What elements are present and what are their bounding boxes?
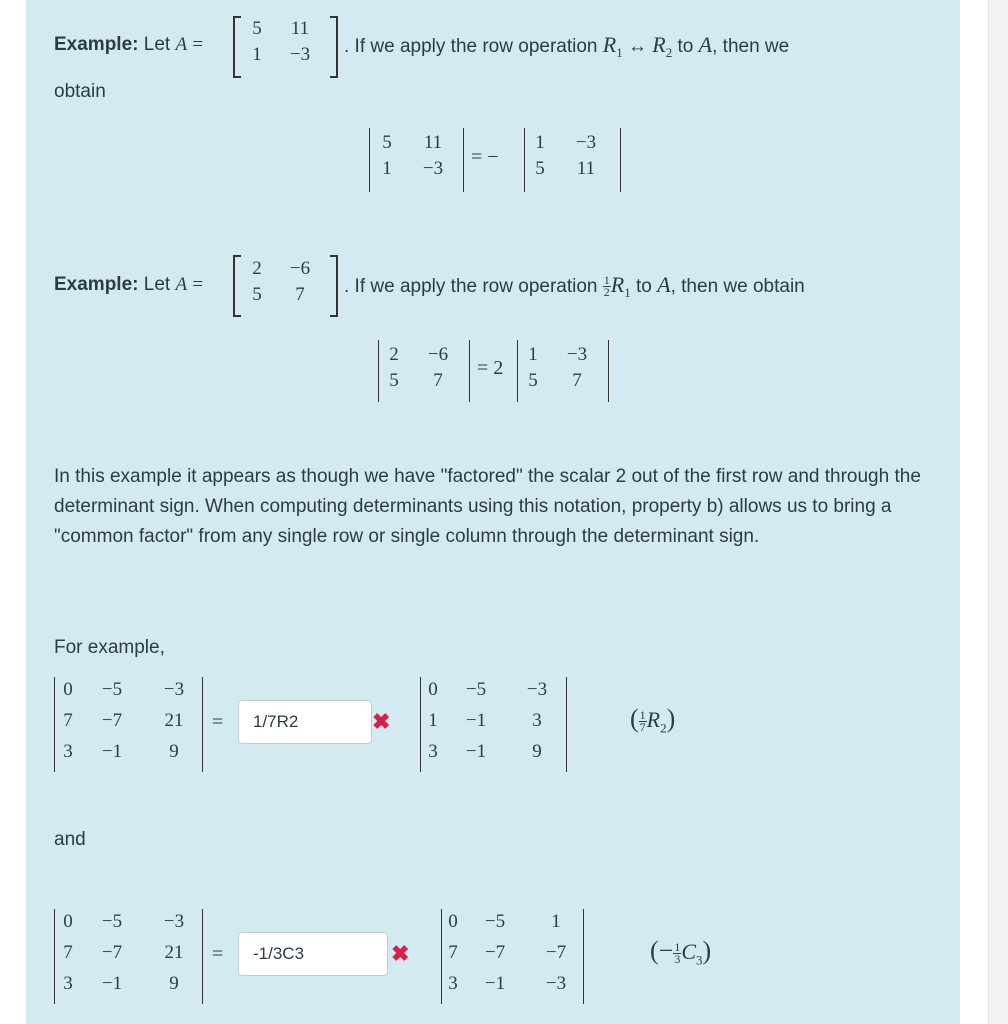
example2-op-r: R — [610, 272, 625, 297]
example1-op-sub2: 2 — [665, 44, 673, 60]
det-cell: 9 — [169, 973, 179, 994]
example1-let: Let — [143, 34, 171, 55]
det-cell: 5 — [528, 370, 538, 391]
example1-op-arrow: ↔ — [628, 36, 647, 57]
annotation-fraction — [639, 710, 647, 733]
matrix-cell: 11 — [290, 18, 310, 39]
matrix-cell: 1 — [252, 44, 262, 65]
det-bar — [524, 128, 525, 192]
example2-label-line — [54, 270, 203, 300]
det-cell: 1 — [382, 158, 392, 179]
example1-det-left — [372, 130, 464, 182]
det-bar — [202, 909, 203, 1004]
det-cell: 5 — [535, 158, 545, 179]
example2-det-sign: = 2 — [477, 357, 504, 379]
example1-op-var: A — [698, 32, 713, 57]
det-cell: 0 — [448, 911, 458, 932]
example1-sentence-text: . If we apply the row operation — [344, 36, 598, 57]
problem2-operation-annotation — [650, 936, 711, 968]
example2-to: to — [636, 276, 652, 297]
example2-op-var: A — [657, 272, 671, 297]
det-bar — [469, 340, 470, 402]
fraction-denominator: 7 — [639, 720, 646, 735]
det-bar — [463, 128, 464, 192]
annotation-r: R — [646, 707, 661, 732]
incorrect-x-icon: ✖ — [391, 941, 410, 966]
det-cell: 0 — [63, 911, 73, 932]
det-cell: −5 — [465, 679, 487, 700]
example2-matrix-right-bracket — [330, 255, 338, 317]
det-cell: −3 — [566, 344, 588, 365]
example1-sentence — [344, 30, 789, 68]
example1-obtain: obtain — [54, 81, 106, 102]
det-cell: 0 — [428, 679, 438, 700]
problem1-det-left — [56, 677, 204, 765]
det-cell: −1 — [465, 710, 487, 731]
matrix-cell: 5 — [252, 284, 262, 305]
example1-det-sign: = − — [471, 146, 499, 168]
det-cell: 21 — [164, 710, 184, 731]
det-cell: 7 — [63, 710, 73, 731]
det-cell: 21 — [164, 942, 184, 963]
det-cell: −3 — [545, 973, 567, 994]
det-cell: 3 — [448, 973, 458, 994]
det-cell: −3 — [163, 911, 185, 932]
det-cell: −3 — [575, 132, 597, 153]
example1-then: , then we — [712, 36, 790, 57]
det-cell: 7 — [448, 942, 458, 963]
fraction-denominator: 3 — [674, 952, 681, 967]
det-bar — [620, 128, 621, 192]
det-cell: −3 — [163, 679, 185, 700]
det-bar — [566, 677, 567, 772]
det-cell: −5 — [101, 679, 123, 700]
det-bar — [583, 909, 584, 1004]
det-bar — [54, 677, 55, 772]
det-cell: −3 — [422, 158, 444, 179]
annotation-close: ) — [702, 936, 712, 965]
det-cell: 3 — [63, 973, 73, 994]
problem2-det-left — [56, 909, 204, 997]
example2-eq: = — [192, 274, 204, 295]
example2-op-fraction — [603, 275, 611, 298]
example2-sentence — [344, 270, 805, 308]
matrix-cell: 5 — [252, 18, 262, 39]
example2-op-sub: 1 — [624, 284, 631, 300]
problem1-answer-input[interactable]: 1/7R2 — [238, 700, 372, 744]
fraction-numerator: 1 — [639, 708, 646, 723]
annotation-open: ( — [630, 704, 639, 733]
incorrect-x-icon: ✖ — [372, 709, 391, 734]
det-cell: 7 — [63, 942, 73, 963]
det-cell: 9 — [169, 741, 179, 762]
matrix-cell: −6 — [289, 258, 311, 279]
problem1-det-right — [422, 677, 566, 765]
det-cell: 1 — [535, 132, 545, 153]
example1-label: Example: — [54, 34, 139, 55]
example2-matrix-left-bracket — [233, 255, 241, 317]
example1-matrix-left-bracket — [233, 16, 241, 78]
example1-matrix-right-bracket — [330, 16, 338, 78]
det-cell: 7 — [433, 370, 443, 391]
for-example-label: For example, — [54, 637, 165, 658]
annotation-sub: 3 — [696, 952, 703, 968]
example1-label-line — [54, 30, 203, 60]
det-bar — [54, 909, 55, 1004]
det-cell: −7 — [545, 942, 567, 963]
det-cell: 11 — [423, 132, 443, 153]
example1-op-r2: R — [652, 32, 666, 57]
det-cell: 7 — [572, 370, 582, 391]
annotation-sub: 2 — [660, 720, 667, 736]
det-bar — [420, 677, 421, 772]
matrix-cell: 2 — [252, 258, 262, 279]
det-cell: −7 — [101, 942, 123, 963]
det-cell: −7 — [101, 710, 123, 731]
det-cell: −3 — [526, 679, 548, 700]
problem2-eq: = — [212, 943, 224, 965]
det-bar — [369, 128, 370, 192]
matrix-cell: 7 — [295, 284, 305, 305]
fraction-denominator: 2 — [603, 285, 610, 300]
det-cell: −6 — [427, 344, 449, 365]
example2-let: Let — [143, 274, 171, 295]
det-bar — [517, 340, 518, 402]
example2-det-right — [520, 342, 608, 394]
det-cell: 1 — [528, 344, 538, 365]
example2-var: A — [175, 274, 188, 295]
example1-op-sub1: 1 — [616, 44, 623, 60]
matrix-cell: −3 — [289, 44, 311, 65]
example1-det-right — [527, 130, 619, 182]
det-cell: 5 — [389, 370, 399, 391]
det-cell: 3 — [63, 741, 73, 762]
det-cell: 5 — [382, 132, 392, 153]
example2-label: Example: — [54, 274, 139, 295]
example2-then: , then we obtain — [670, 276, 805, 297]
det-cell: 0 — [63, 679, 73, 700]
example2-sentence-text: . If we apply the row operation — [344, 276, 598, 297]
annotation-close: ) — [666, 704, 676, 733]
example1-matrix — [242, 16, 328, 68]
problem1-eq: = — [212, 711, 224, 733]
problem2-det-right — [443, 909, 585, 997]
example1-to: to — [677, 36, 694, 57]
det-cell: 1 — [428, 710, 438, 731]
det-cell: −1 — [101, 973, 123, 994]
example1-var: A — [175, 34, 188, 55]
and-label: and — [54, 829, 86, 850]
fraction-numerator: 1 — [603, 273, 610, 288]
scrollbar[interactable] — [988, 0, 1008, 1024]
det-cell: 2 — [389, 344, 399, 365]
det-cell: −5 — [101, 911, 123, 932]
det-cell: 11 — [576, 158, 596, 179]
det-cell: −7 — [484, 942, 506, 963]
problem1-operation-annotation — [630, 704, 675, 736]
det-cell: 1 — [551, 911, 561, 932]
det-cell: 3 — [532, 710, 542, 731]
annotation-c: C — [681, 939, 697, 964]
example1-eq: = — [192, 34, 204, 55]
example2-matrix — [242, 256, 328, 308]
det-cell: −1 — [101, 741, 123, 762]
fraction-numerator: 1 — [674, 940, 681, 955]
det-bar — [441, 909, 442, 1004]
det-cell: 3 — [428, 741, 438, 762]
det-cell: −1 — [465, 741, 487, 762]
det-bar — [378, 340, 379, 402]
det-cell: −5 — [484, 911, 506, 932]
example1-op-r1: R — [602, 32, 617, 57]
det-bar — [202, 677, 203, 772]
explanation-paragraph: In this example it appears as though we have "factored" the scalar 2 out of the first row and through the determinant sign. When computing determinants using this notation, property b) allows us to bring a "common factor" from any single row or single column through the determinant sign. — [54, 466, 921, 547]
annotation-open: (− — [650, 936, 674, 965]
det-cell: 9 — [532, 741, 542, 762]
problem2-answer-input[interactable]: -1/3C3 — [238, 932, 388, 976]
det-bar — [608, 340, 609, 402]
example2-det-left — [381, 342, 469, 394]
det-cell: −1 — [484, 973, 506, 994]
